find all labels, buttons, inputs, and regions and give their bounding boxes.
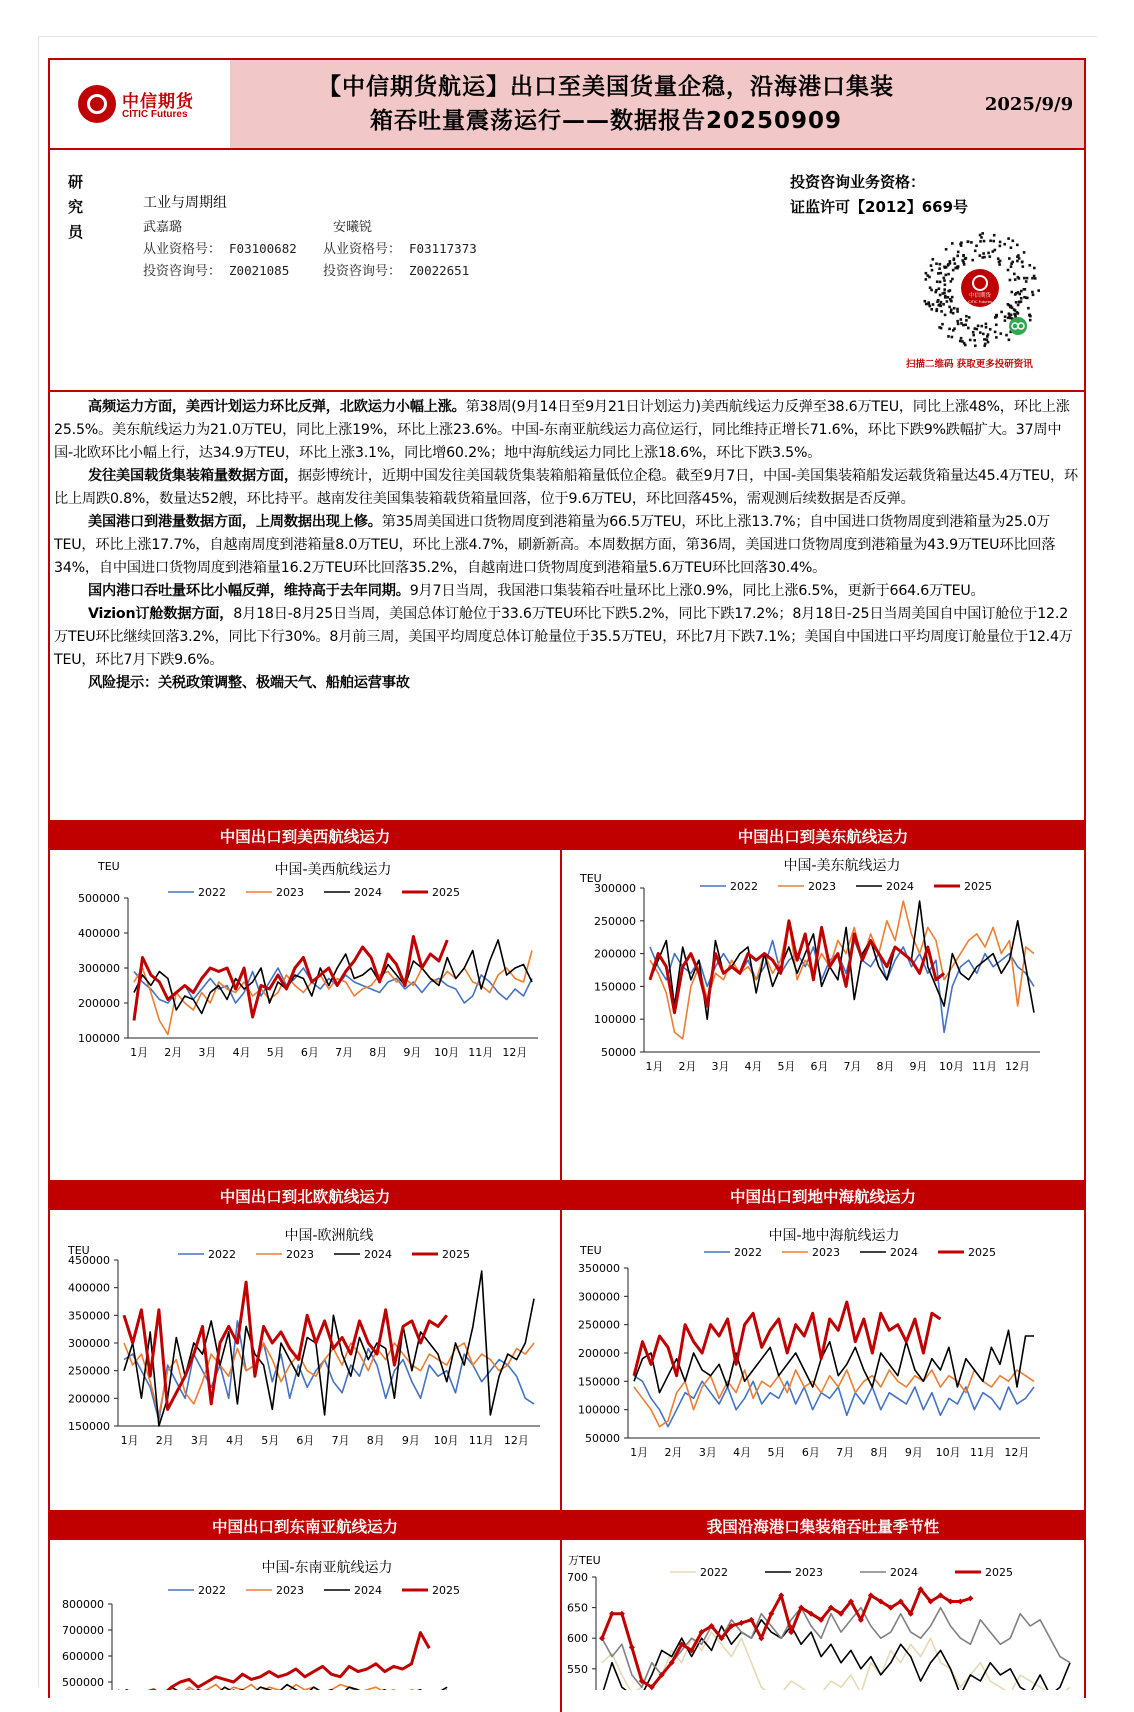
paragraph-text: 第38周(9月14日至9月21日计划运力)美西航线运力反弹至38.6万TEU，同比上涨48%，环比上涨25.5%。美东航线运力为21.0万TEU，同比上涨19%，环比上涨23.6%。中国-东南亚航线运力高位运行，同比维持正增长71.6%，环比下跌9%跌幅扩大。37周中国-北欧环比小幅上行，达34.9万TEU，环比上涨3.1%，同比增60.2%；地中海航线运力同比上涨18.6%，环比下跌3.5%。 bbox=[54, 399, 1070, 461]
y-tick-label: 200000 bbox=[578, 1347, 620, 1360]
legend-label: 2025 bbox=[432, 886, 460, 899]
analyst-block bbox=[50, 150, 1084, 392]
paragraph-lead: 风险提示：关税政策调整、极端天气、船舶运营事故 bbox=[88, 675, 410, 691]
x-tick-label: 12月 bbox=[1004, 1446, 1029, 1459]
y-tick-label: 150000 bbox=[68, 1420, 110, 1433]
qualification-line2: 证监许可【2012】669号 bbox=[790, 195, 968, 220]
y-tick-label: 500000 bbox=[62, 1676, 104, 1689]
x-tick-label: 1月 bbox=[130, 1046, 148, 1059]
x-tick-label: 10月 bbox=[939, 1060, 964, 1073]
legend-label: 2024 bbox=[354, 1584, 382, 1597]
y-tick-label: 300000 bbox=[594, 882, 636, 895]
paragraph-lead: 高频运力方面，美西计划运力环比反弹，北欧运力小幅上涨。 bbox=[88, 399, 466, 415]
x-tick-label: 5月 bbox=[778, 1060, 796, 1073]
x-tick-label: 7月 bbox=[836, 1446, 854, 1459]
paragraph-lead: 国内港口吞吐量环比小幅反弹，维持高于去年同期。 bbox=[88, 583, 410, 599]
series-line-2025 bbox=[602, 1589, 970, 1687]
x-tick-label: 2月 bbox=[665, 1446, 683, 1459]
consult-number: Z0021085 bbox=[229, 263, 289, 278]
legend-label: 2024 bbox=[364, 1248, 392, 1261]
x-tick-label: 9月 bbox=[402, 1434, 420, 1447]
paragraph-lead: 美国港口到港量数据方面，上周数据出现上修。 bbox=[88, 514, 382, 530]
chart-us-east bbox=[562, 850, 1084, 1180]
x-tick-label: 10月 bbox=[434, 1046, 459, 1059]
x-tick-label: 9月 bbox=[403, 1046, 421, 1059]
logo-name-en: CITIC Futures bbox=[122, 109, 188, 120]
paragraph-text: 据彭博统计，近期中国发往美国载货集装箱船箱量低位企稳。截至9月7日，中国-美国集装箱船发运载货箱量达45.4万TEU，环比上周跌0.8%，数量达52艘，环比持平。越南发往美国集装箱载货箱量回落，位于9.6万TEU，环比回落45%，需观测后续数据是否反弹。 bbox=[54, 468, 1078, 507]
x-tick-label: 1月 bbox=[121, 1434, 139, 1447]
company-logo bbox=[50, 60, 230, 148]
y-tick-label: 500000 bbox=[78, 892, 120, 905]
analyst-name: 安曦锐 bbox=[333, 216, 372, 235]
report-date: 2025/9/9 bbox=[974, 94, 1084, 115]
y-tick-label: 50000 bbox=[585, 1432, 620, 1445]
cert-number: F03100682 bbox=[229, 241, 297, 256]
y-tick-label: 800000 bbox=[62, 1598, 104, 1611]
x-tick-label: 2月 bbox=[156, 1434, 174, 1447]
cert-label: 从业资格号： bbox=[143, 242, 221, 257]
y-tick-label: 400000 bbox=[68, 1282, 110, 1295]
x-tick-label: 1月 bbox=[646, 1060, 664, 1073]
legend-label: 2023 bbox=[276, 886, 304, 899]
section-bar: 中国出口到地中海航线运力 bbox=[562, 1182, 1084, 1210]
chart-title: 中国-地中海航线运力 bbox=[768, 1227, 899, 1244]
chart-north-europe bbox=[50, 1210, 560, 1510]
x-tick-label: 9月 bbox=[905, 1446, 923, 1459]
x-tick-label: 7月 bbox=[332, 1434, 350, 1447]
y-tick-label: 350000 bbox=[578, 1262, 620, 1275]
series-line-2025 bbox=[124, 1282, 447, 1409]
role-char: 员 bbox=[68, 220, 88, 245]
x-tick-label: 4月 bbox=[233, 1046, 251, 1059]
x-tick-label: 11月 bbox=[972, 1060, 997, 1073]
x-tick-label: 5月 bbox=[267, 1046, 285, 1059]
chart-title: 中国-美东航线运力 bbox=[783, 857, 900, 874]
legend-label: 2025 bbox=[442, 1248, 470, 1261]
legend-label: 2022 bbox=[734, 1246, 762, 1259]
y-tick-label: 600000 bbox=[62, 1650, 104, 1663]
y-tick-label: 700 bbox=[567, 1571, 588, 1584]
legend-label: 2025 bbox=[968, 1246, 996, 1259]
section-bar: 我国沿海港口集装箱吞吐量季节性 bbox=[562, 1512, 1084, 1540]
y-tick-label: 550 bbox=[567, 1663, 588, 1676]
qr-center-en: CITIC Futures bbox=[968, 300, 992, 304]
x-tick-label: 12月 bbox=[502, 1046, 527, 1059]
paragraph bbox=[54, 511, 1080, 580]
x-tick-label: 3月 bbox=[191, 1434, 209, 1447]
y-tick-label: 250000 bbox=[68, 1365, 110, 1378]
x-tick-label: 1月 bbox=[630, 1446, 648, 1459]
y-tick-label: 600 bbox=[567, 1632, 588, 1645]
chart-title: 中国-东南亚航线运力 bbox=[261, 1559, 392, 1576]
analyst-cert bbox=[323, 238, 477, 257]
legend-label: 2022 bbox=[700, 1566, 728, 1579]
chart-us-west bbox=[50, 850, 560, 1180]
x-tick-label: 6月 bbox=[802, 1446, 820, 1459]
x-tick-label: 11月 bbox=[970, 1446, 995, 1459]
x-tick-label: 8月 bbox=[877, 1060, 895, 1073]
y-tick-label: 350000 bbox=[68, 1309, 110, 1322]
y-tick-label: 400000 bbox=[78, 927, 120, 940]
qualification bbox=[790, 170, 968, 220]
chart-title: 中国-美西航线运力 bbox=[274, 861, 391, 878]
y-tick-label: 700000 bbox=[62, 1624, 104, 1637]
paragraph-lead: Vizion订舱数据方面， bbox=[88, 606, 233, 622]
y-tick-label: 250000 bbox=[594, 915, 636, 928]
x-tick-label: 11月 bbox=[469, 1434, 494, 1447]
x-tick-label: 3月 bbox=[198, 1046, 216, 1059]
consult-label: 投资咨询号： bbox=[323, 264, 401, 279]
y-tick-label: 300000 bbox=[578, 1290, 620, 1303]
x-tick-label: 6月 bbox=[301, 1046, 319, 1059]
analyst-role bbox=[68, 170, 88, 245]
report-frame bbox=[48, 58, 1086, 1698]
y-tick-label: 100000 bbox=[78, 1032, 120, 1045]
legend-label: 2023 bbox=[812, 1246, 840, 1259]
section-bar: 中国出口到北欧航线运力 bbox=[50, 1182, 560, 1210]
y-tick-label: 150000 bbox=[594, 980, 636, 993]
legend-label: 2022 bbox=[208, 1248, 236, 1261]
axis-unit-label: TEU bbox=[579, 1244, 602, 1257]
paragraph-text: 8月18日-8月25日当周，美国总体订舱位于33.6万TEU环比下跌5.2%，同比下跌17.2%；8月18日-25日当周美国自中国订舱位于12.2万TEU环比继续回落3.2%，同比下行30%。8月前三周，美国平均周度总体订舱量位于35.5万TEU，环比7月下跌7.1%；美国自中国进口平均周度订舱量位于12.4万TEU，环比7月下跌9.6%。 bbox=[54, 606, 1073, 668]
research-group: 工业与周期组 bbox=[143, 192, 227, 212]
y-tick-label: 100000 bbox=[594, 1013, 636, 1026]
report-title bbox=[230, 70, 974, 138]
x-tick-label: 8月 bbox=[871, 1446, 889, 1459]
consult-number: Z0022651 bbox=[409, 263, 469, 278]
section-bar: 中国出口到美西航线运力 bbox=[50, 822, 560, 850]
x-tick-label: 12月 bbox=[504, 1434, 529, 1447]
x-tick-label: 5月 bbox=[261, 1434, 279, 1447]
section-bar: 中国出口到东南亚航线运力 bbox=[50, 1512, 560, 1540]
paragraph-text: 9月7日当周，我国港口集装箱吞吐量环比上涨0.9%，同比上涨6.5%，更新于664.6万TEU。 bbox=[410, 583, 985, 599]
section-bar: 中国出口到美东航线运力 bbox=[562, 822, 1084, 850]
paragraph-lead: 发往美国载货集装箱量数据方面， bbox=[88, 468, 298, 484]
analyst-consult bbox=[323, 260, 469, 279]
chart-title: 中国-欧洲航线 bbox=[284, 1227, 373, 1244]
report-header bbox=[50, 60, 1084, 150]
legend-label: 2023 bbox=[808, 880, 836, 893]
x-tick-label: 10月 bbox=[936, 1446, 961, 1459]
series-line-2025 bbox=[118, 1633, 429, 1690]
paragraph bbox=[54, 465, 1080, 511]
x-tick-label: 9月 bbox=[910, 1060, 928, 1073]
y-tick-label: 300000 bbox=[68, 1337, 110, 1350]
paragraph bbox=[54, 603, 1080, 672]
x-tick-label: 8月 bbox=[367, 1434, 385, 1447]
cert-number: F03117373 bbox=[409, 241, 477, 256]
x-tick-label: 3月 bbox=[712, 1060, 730, 1073]
y-tick-label: 200000 bbox=[68, 1392, 110, 1405]
citic-logo-icon bbox=[78, 85, 116, 123]
x-tick-label: 4月 bbox=[226, 1434, 244, 1447]
x-tick-label: 11月 bbox=[468, 1046, 493, 1059]
y-tick-label: 50000 bbox=[601, 1046, 636, 1059]
legend-label: 2024 bbox=[890, 1566, 918, 1579]
x-tick-label: 2月 bbox=[679, 1060, 697, 1073]
y-tick-label: 650 bbox=[567, 1602, 588, 1615]
legend-label: 2025 bbox=[964, 880, 992, 893]
qr-code-icon[interactable] bbox=[920, 228, 1040, 348]
legend-label: 2022 bbox=[730, 880, 758, 893]
report-title-line1: 【中信期货航运】出口至美国货量企稳，沿海港口集装 bbox=[238, 70, 974, 104]
legend-label: 2022 bbox=[198, 886, 226, 899]
legend-label: 2023 bbox=[276, 1584, 304, 1597]
analyst-consult bbox=[143, 260, 289, 279]
legend-label: 2024 bbox=[354, 886, 382, 899]
y-tick-label: 200000 bbox=[78, 997, 120, 1010]
chart-mediterranean bbox=[562, 1210, 1084, 1510]
legend-label: 2024 bbox=[886, 880, 914, 893]
axis-unit-label: TEU bbox=[579, 872, 602, 885]
x-tick-label: 6月 bbox=[296, 1434, 314, 1447]
y-tick-label: 200000 bbox=[594, 948, 636, 961]
qr-caption: 扫描二维码 获取更多投研资讯 bbox=[906, 356, 1033, 370]
x-tick-label: 2月 bbox=[164, 1046, 182, 1059]
report-title-line2: 箱吞吐量震荡运行——数据报告20250909 bbox=[238, 104, 974, 138]
x-tick-label: 4月 bbox=[733, 1446, 751, 1459]
role-char: 究 bbox=[68, 195, 88, 220]
series-line-2022 bbox=[634, 1376, 1034, 1427]
legend-label: 2025 bbox=[985, 1566, 1013, 1579]
y-tick-label: 100000 bbox=[578, 1404, 620, 1417]
x-tick-label: 10月 bbox=[434, 1434, 459, 1447]
chart-port-throughput bbox=[562, 1540, 1084, 1690]
legend-label: 2023 bbox=[795, 1566, 823, 1579]
paragraph bbox=[54, 580, 1080, 603]
analyst-cert bbox=[143, 238, 297, 257]
logo-name-cn: 中信期货 bbox=[122, 87, 194, 112]
x-tick-label: 8月 bbox=[369, 1046, 387, 1059]
x-tick-label: 3月 bbox=[699, 1446, 717, 1459]
series-line-2023 bbox=[602, 1620, 1070, 1690]
paragraph-text: 第35周美国进口货物周度到港箱量为66.5万TEU，环比上涨13.7%；自中国进口货物周度到港箱量为25.0万TEU，环比上涨17.7%，自越南周度到港箱量8.0万TEU，环比上涨4.7%，刷新新高。本周数据方面，第36周，美国进口货物周度到港箱量为43.9万TEU环比回落34%，自中国进口货物周度到港箱量16.2万TEU环比回落35.2%，自越南进口货物周度到港箱量5.6万TEU环比回落30.4%。 bbox=[54, 514, 1055, 576]
x-tick-label: 7月 bbox=[335, 1046, 353, 1059]
legend-label: 2025 bbox=[432, 1584, 460, 1597]
x-tick-label: 12月 bbox=[1005, 1060, 1030, 1073]
legend-label: 2023 bbox=[286, 1248, 314, 1261]
legend-label: 2022 bbox=[198, 1584, 226, 1597]
y-tick-label: 450000 bbox=[68, 1254, 110, 1267]
role-char: 研 bbox=[68, 170, 88, 195]
x-tick-label: 6月 bbox=[811, 1060, 829, 1073]
y-tick-label: 150000 bbox=[578, 1375, 620, 1388]
qualification-line1: 投资咨询业务资格： bbox=[790, 170, 968, 195]
consult-label: 投资咨询号： bbox=[143, 264, 221, 279]
title-band bbox=[230, 60, 1084, 148]
axis-unit-label: TEU bbox=[67, 1244, 90, 1257]
series-line-2022 bbox=[134, 968, 532, 1003]
chart-southeast-asia bbox=[50, 1540, 560, 1690]
axis-unit-label: 万TEU bbox=[568, 1554, 601, 1567]
cert-label: 从业资格号： bbox=[323, 242, 401, 257]
risk-note bbox=[54, 672, 1080, 695]
x-tick-label: 7月 bbox=[844, 1060, 862, 1073]
qr-center-cn: 中信期货 bbox=[969, 291, 992, 299]
legend-label: 2024 bbox=[890, 1246, 918, 1259]
series-line-2023 bbox=[124, 1343, 534, 1415]
series-line-2024 bbox=[124, 1271, 534, 1426]
y-tick-label: 250000 bbox=[578, 1319, 620, 1332]
y-tick-label: 300000 bbox=[78, 962, 120, 975]
paragraph bbox=[54, 396, 1080, 465]
x-tick-label: 5月 bbox=[768, 1446, 786, 1459]
x-tick-label: 4月 bbox=[745, 1060, 763, 1073]
summary-text bbox=[54, 396, 1080, 695]
axis-unit-label: TEU bbox=[97, 860, 120, 873]
analyst-name: 武嘉璐 bbox=[143, 216, 182, 235]
